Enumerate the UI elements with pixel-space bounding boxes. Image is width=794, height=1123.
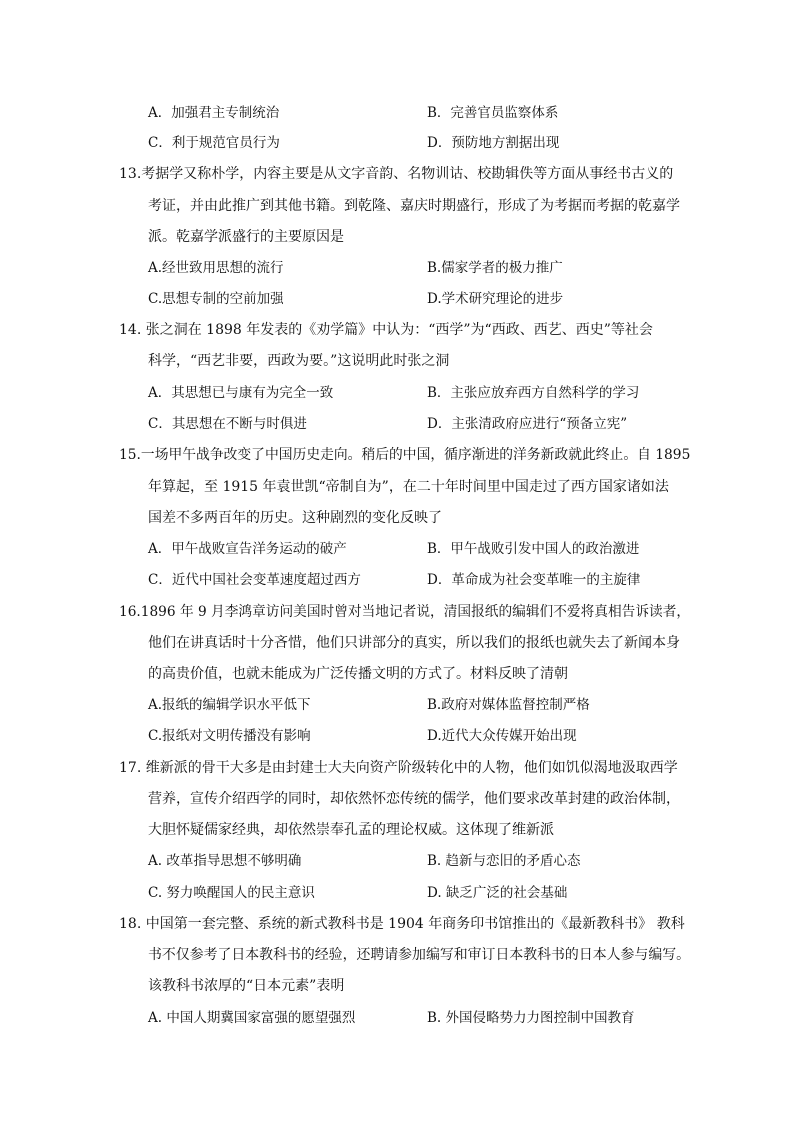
q18-stem-line-1: 18. 中国第一套完整、系统的新式教科书是 1904 年商务印书馆推出的《最新教科书》 教科 [119,916,685,932]
q14-option-a: A．其思想已与康有为完全一致 [148,385,334,401]
q18-stem-line-2: 书不仅参考了日本教科书的经验，还聘请参加编写和审订日本教科书的日本人参与编写。 [148,947,691,963]
q16-option-c: C.报纸对文明传播没有影响 [148,728,311,744]
q15-stem-line-1: 15.一场甲午战争改变了中国历史走向。稍后的中国，循序渐进的洋务新政就此终止。自 1895 [119,447,691,463]
q14-option-d: D．主张清政府应进行“预备立宪” [427,416,628,432]
q12-option-d: D．预防地方割据出现 [427,135,560,151]
q13-option-b: B.儒家学者的极力推广 [427,260,563,276]
q13-stem-line-1: 13.考据学又称朴学，内容主要是从文字音韵、名物训诂、校勘辑佚等方面从事经书古义的 [119,166,674,182]
q15-option-a: A．甲午战败宣告洋务运动的破产 [148,541,347,557]
q14-option-b: B．主张应放弃西方自然科学的学习 [427,385,640,401]
q13-option-c: C.思想专制的空前加强 [148,291,284,307]
q12-option-b: B．完善官员监察体系 [427,105,559,121]
q17-option-a: A. 改革指导思想不够明确 [148,853,302,869]
q16-option-d: D.近代大众传媒开始出现 [427,728,577,744]
q15-option-b: B．甲午战败引发中国人的政治激进 [427,541,640,557]
q16-stem-line-2: 他们在讲真话时十分吝惜，他们只讲部分的真实，所以我们的报纸也就失去了新闻本身 [148,635,680,651]
q14-option-c: C．其思想在不断与时俱进 [148,416,307,432]
q15-stem-line-2: 年算起，至 1915 年袁世凯“帝制自为”，在二十年时间里中国走过了西方国家诸如法 [148,479,669,495]
q12-option-c: C．利于规范官员行为 [148,135,280,151]
q13-stem-line-2: 考证，并由此推广到其他书籍。到乾隆、嘉庆时期盛行，形成了为考据而考据的乾嘉学 [148,198,680,214]
q18-option-a: A. 中国人期冀国家富强的愿望强烈 [148,1010,356,1026]
q15-option-d: D．革命成为社会变革唯一的主旋律 [427,572,641,588]
q16-stem-line-3: 的高贵价值，也就未能成为广泛传播文明的方式了。材料反映了清朝 [148,666,568,682]
q17-stem-line-2: 营养，宣传介绍西学的同时，却依然怀恋传统的儒学，他们要求改革封建的政治体制， [148,791,680,807]
q16-option-b: B.政府对媒体监督控制严格 [427,697,590,713]
q18-stem-line-3: 该教科书浓厚的“日本元素”表明 [148,978,345,994]
q16-option-a: A.报纸的编辑学识水平低下 [148,697,311,713]
q15-stem-line-3: 国差不多两百年的历史。这种剧烈的变化反映了 [148,510,442,526]
q17-option-c: C. 努力唤醒国人的民主意识 [148,885,315,901]
q13-option-d: D.学术研究理论的进步 [427,291,564,307]
q13-option-a: A.经世致用思想的流行 [148,260,284,276]
q13-stem-line-3: 派。乾嘉学派盛行的主要原因是 [148,229,344,245]
q12-option-a: A．加强君主专制统治 [148,105,280,121]
q17-option-d: D. 缺乏广泛的社会基础 [427,885,568,901]
q17-stem-line-3: 大胆怀疑儒家经典，却依然崇奉孔孟的理论权威。这体现了维新派 [148,822,554,838]
q17-option-b: B. 趋新与恋旧的矛盾心态 [427,853,581,869]
q14-stem-line-1: 14. 张之洞在 1898 年发表的《劝学篇》中认为：“西学”为“西政、西艺、西史”等社会 [119,322,653,338]
q18-option-b: B. 外国侵略势力力图控制中国教育 [427,1010,635,1026]
q14-stem-line-2: 科学，“西艺非要，西政为要。”这说明此时张之洞 [148,353,450,369]
q17-stem-line-1: 17. 维新派的骨干大多是由封建士大夫向资产阶级转化中的人物，他们如饥似渴地汲取西学 [119,760,678,776]
q16-stem-line-1: 16.1896 年 9 月李鸿章访问美国时曾对当地记者说，清国报纸的编辑们不爱将真相告诉读者， [119,604,691,620]
q15-option-c: C．近代中国社会变革速度超过西方 [148,572,361,588]
